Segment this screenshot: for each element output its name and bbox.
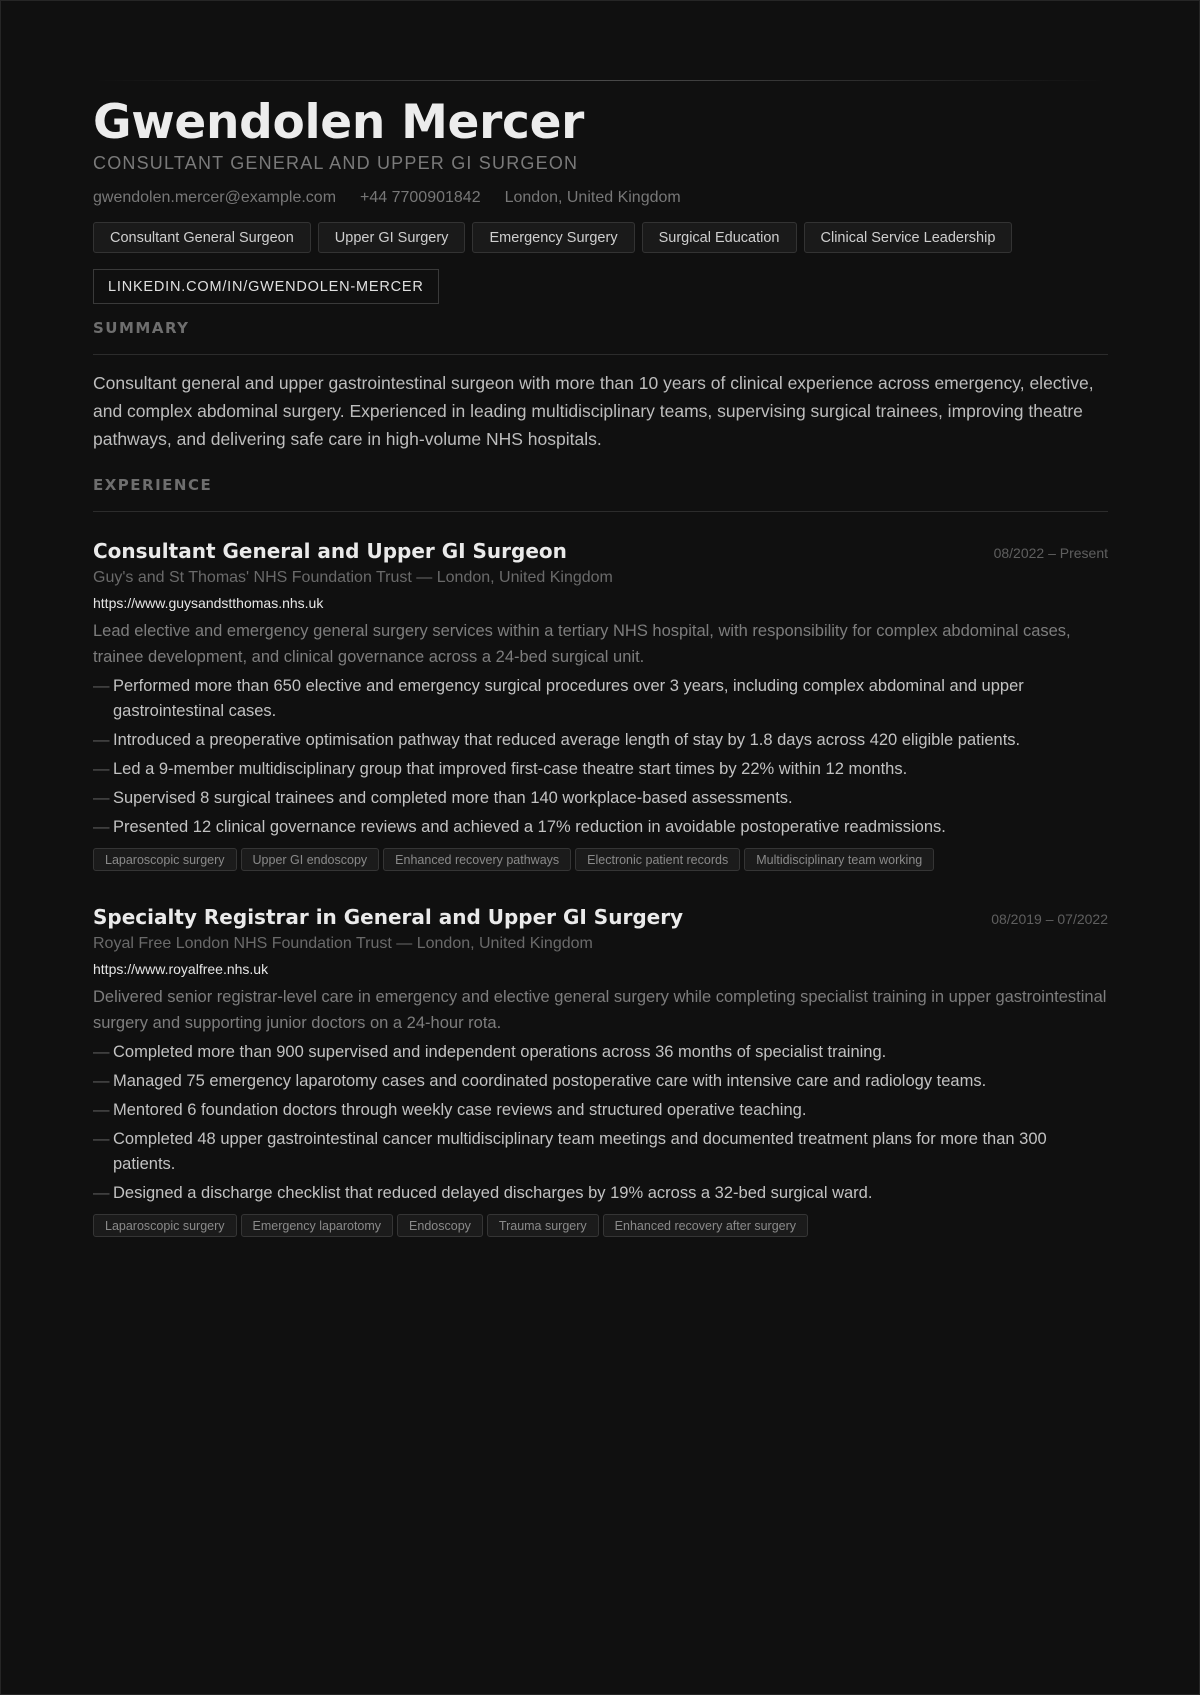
achievement-item [93,757,1108,782]
job-url-link[interactable]: https://www.royalfree.nhs.uk [93,961,269,977]
skill-tag: Laparoscopic surgery [93,848,237,871]
job-description: Delivered senior registrar-level care in emergency and elective general surgery while completing specialist training in upper gastrointestinal surgery and supporting junior doctors on a 24-hour rota. [93,988,1107,1032]
experience-entry [93,538,1108,871]
top-divider [93,80,1107,81]
job-description: Lead elective and emergency general surgery services within a tertiary NHS hospital, with responsibility for complex abdominal cases, trainee development, and clinical governance across a 24-bed surgical unit. [93,622,1071,666]
achievement-item [93,1181,1108,1206]
achievement-text: Designed a discharge checklist that reduced delayed discharges by 19% across a 32-bed surgical ward. [113,1184,873,1202]
resume [93,96,1108,1237]
dash-icon: — [93,789,110,807]
dash-icon: — [93,731,110,749]
achievement-item [93,728,1108,753]
achievement-list [93,674,1108,840]
experience-divider [93,511,1108,512]
specialty-chip: Clinical Service Leadership [804,222,1013,253]
achievement-text: Led a 9-member multidisciplinary group that improved first-case theatre start times by 22% within 12 months. [113,760,908,778]
dash-icon: — [93,677,110,695]
candidate-name: Gwendolen Mercer [93,95,585,150]
skill-tags [93,848,1108,871]
skill-tag: Upper GI endoscopy [241,848,380,871]
dash-icon: — [93,818,110,836]
summary-divider [93,354,1108,355]
dash-icon: — [93,760,110,778]
skill-tag: Endoscopy [397,1214,483,1237]
achievement-item [93,1098,1108,1123]
job-organization: Royal Free London NHS Foundation Trust — London, United Kingdom [93,935,593,952]
achievement-text: Managed 75 emergency laparotomy cases and coordinated postoperative care with intensive care and radiology teams. [113,1072,987,1090]
specialty-chips [93,222,1108,253]
summary-text: Consultant general and upper gastrointestinal surgeon with more than 10 years of clinical experience across emergency, elective, and complex abdominal surgery. Experienced in leading multidisciplinary teams, supervising surgical trainees, improving theatre pathways, and delivering safe care in high-volume NHS hospitals. [93,373,1094,449]
achievement-item [93,815,1108,840]
contact-email[interactable]: gwendolen.mercer@example.com [93,189,337,206]
dash-icon: — [93,1130,110,1148]
skill-tag: Trauma surgery [487,1214,599,1237]
skill-tag: Multidisciplinary team working [744,848,934,871]
skill-tags [93,1214,1108,1237]
job-organization: Guy's and St Thomas' NHS Foundation Trust — London, United Kingdom [93,569,613,586]
achievement-item [93,1040,1108,1065]
specialty-chip: Emergency Surgery [472,222,634,253]
contact-phone[interactable]: +44 7700901842 [360,189,481,206]
achievement-item [93,786,1108,811]
experience-heading: EXPERIENCE [93,476,213,494]
linkedin-link[interactable]: LINKEDIN.COM/IN/GWENDOLEN-MERCER [93,269,439,304]
skill-tag: Enhanced recovery pathways [383,848,571,871]
contact-line [93,188,1108,208]
summary-heading: SUMMARY [93,319,190,337]
achievement-text: Mentored 6 foundation doctors through weekly case reviews and structured operative teaching. [113,1101,807,1119]
achievement-text: Performed more than 650 elective and emergency surgical procedures over 3 years, including complex abdominal and upper gastrointestinal cases. [113,677,1024,720]
achievement-item [93,674,1108,724]
dash-icon: — [93,1072,110,1090]
skill-tag: Emergency laparotomy [241,1214,394,1237]
specialty-chip: Consultant General Surgeon [93,222,311,253]
dash-icon: — [93,1043,110,1061]
specialty-chip: Upper GI Surgery [318,222,466,253]
contact-location: London, United Kingdom [504,189,681,206]
achievement-text: Introduced a preoperative optimisation pathway that reduced average length of stay by 1.8 days across 420 eligible patients. [113,731,1021,749]
job-title: Consultant General and Upper GI Surgeon [93,539,567,563]
achievement-item [93,1127,1108,1177]
experience-entry [93,904,1108,1237]
candidate-headline: CONSULTANT GENERAL AND UPPER GI SURGEON [93,153,579,173]
achievement-list [93,1040,1108,1206]
dash-icon: — [93,1184,110,1202]
job-title: Specialty Registrar in General and Upper GI Surgery [93,905,684,929]
achievement-item [93,1069,1108,1094]
achievement-text: Supervised 8 surgical trainees and completed more than 140 workplace-based assessments. [113,789,793,807]
specialty-chip: Surgical Education [642,222,797,253]
skill-tag: Enhanced recovery after surgery [603,1214,808,1237]
job-header [93,538,1108,564]
skill-tag: Electronic patient records [575,848,740,871]
achievement-text: Completed 48 upper gastrointestinal cancer multidisciplinary team meetings and documented treatment plans for more than 300 patients. [113,1130,1047,1173]
achievement-text: Completed more than 900 supervised and independent operations across 36 months of specialist training. [113,1043,887,1061]
achievement-text: Presented 12 clinical governance reviews and achieved a 17% reduction in avoidable postoperative readmissions. [113,818,946,836]
skill-tag: Laparoscopic surgery [93,1214,237,1237]
job-dates: 08/2022 – Present [993,545,1108,561]
job-dates: 08/2019 – 07/2022 [991,911,1108,927]
dash-icon: — [93,1101,110,1119]
job-header [93,904,1108,930]
job-url-link[interactable]: https://www.guysandstthomas.nhs.uk [93,595,324,611]
